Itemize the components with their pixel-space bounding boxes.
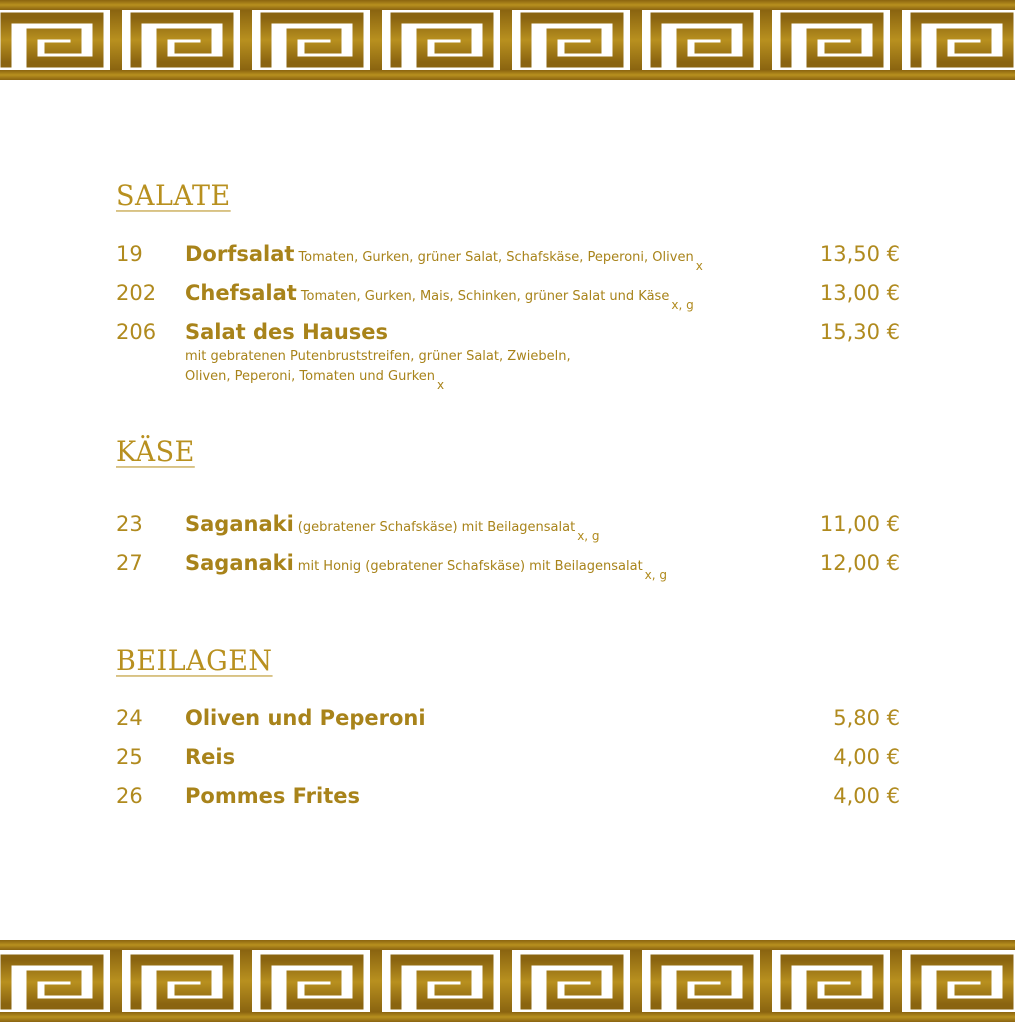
- item-name: Oliven und Peperoni: [185, 706, 426, 730]
- item-allergens: x, g: [577, 529, 600, 543]
- menu-item: [116, 319, 900, 392]
- greek-key-border-top: [0, 0, 1015, 84]
- section-title-kaese: KÄSE: [116, 436, 195, 469]
- menu-item: [116, 511, 900, 541]
- item-price: 15,30 €: [819, 320, 900, 344]
- item-number: 202: [116, 281, 157, 305]
- item-price: 4,00 €: [833, 784, 900, 808]
- item-allergens: x: [437, 378, 445, 392]
- item-description: Tomaten, Gurken, grüner Salat, Schafskäse, Peperoni, Oliven: [298, 250, 694, 265]
- section-title-beilagen: BEILAGEN: [116, 645, 273, 678]
- item-number: 26: [116, 784, 143, 808]
- menu-item: [116, 241, 900, 271]
- item-price: 13,00 €: [819, 281, 900, 305]
- item-name: Pommes Frites: [185, 784, 360, 808]
- item-description: mit Honig (gebratener Schafskäse) mit Beilagensalat: [297, 559, 643, 574]
- item-price: 12,00 €: [819, 551, 900, 575]
- item-number: 19: [116, 242, 143, 266]
- menu-item: [116, 744, 900, 774]
- item-number: 206: [116, 320, 157, 344]
- item-name: Salat des Hauses: [185, 320, 389, 344]
- item-price: 13,50 €: [819, 242, 900, 266]
- item-name: Dorfsalat: [185, 242, 295, 266]
- item-name: Reis: [185, 745, 236, 769]
- greek-key-border-bottom: [0, 940, 1015, 1024]
- item-name: Saganaki: [185, 512, 294, 536]
- menu-item: [116, 550, 900, 580]
- menu-item: [116, 783, 900, 813]
- item-description: Tomaten, Gurken, Mais, Schinken, grüner Salat und Käse: [300, 289, 670, 304]
- item-name: Chefsalat: [185, 281, 297, 305]
- item-price: 5,80 €: [833, 706, 900, 730]
- item-allergens: x: [695, 259, 703, 273]
- item-description: (gebratener Schafskäse) mit Beilagensalat: [297, 520, 576, 535]
- item-price: 11,00 €: [819, 512, 900, 536]
- item-allergens: x, g: [671, 298, 694, 312]
- item-allergens: x, g: [644, 568, 668, 582]
- section-title-salate: SALATE: [116, 180, 231, 213]
- item-number: 24: [116, 706, 143, 730]
- item-number: 23: [116, 512, 143, 536]
- menu-item: [116, 280, 900, 310]
- item-number: 27: [116, 551, 143, 575]
- item-description: mit gebratenen Putenbruststreifen, grüner Salat, Zwiebeln, Oliven, Peperoni, Tomaten und Gurken$_x$: [185, 349, 571, 392]
- menu-item: [116, 705, 900, 735]
- item-name: Saganaki: [185, 551, 294, 575]
- item-price: 4,00 €: [833, 745, 900, 769]
- item-number: 25: [116, 745, 143, 769]
